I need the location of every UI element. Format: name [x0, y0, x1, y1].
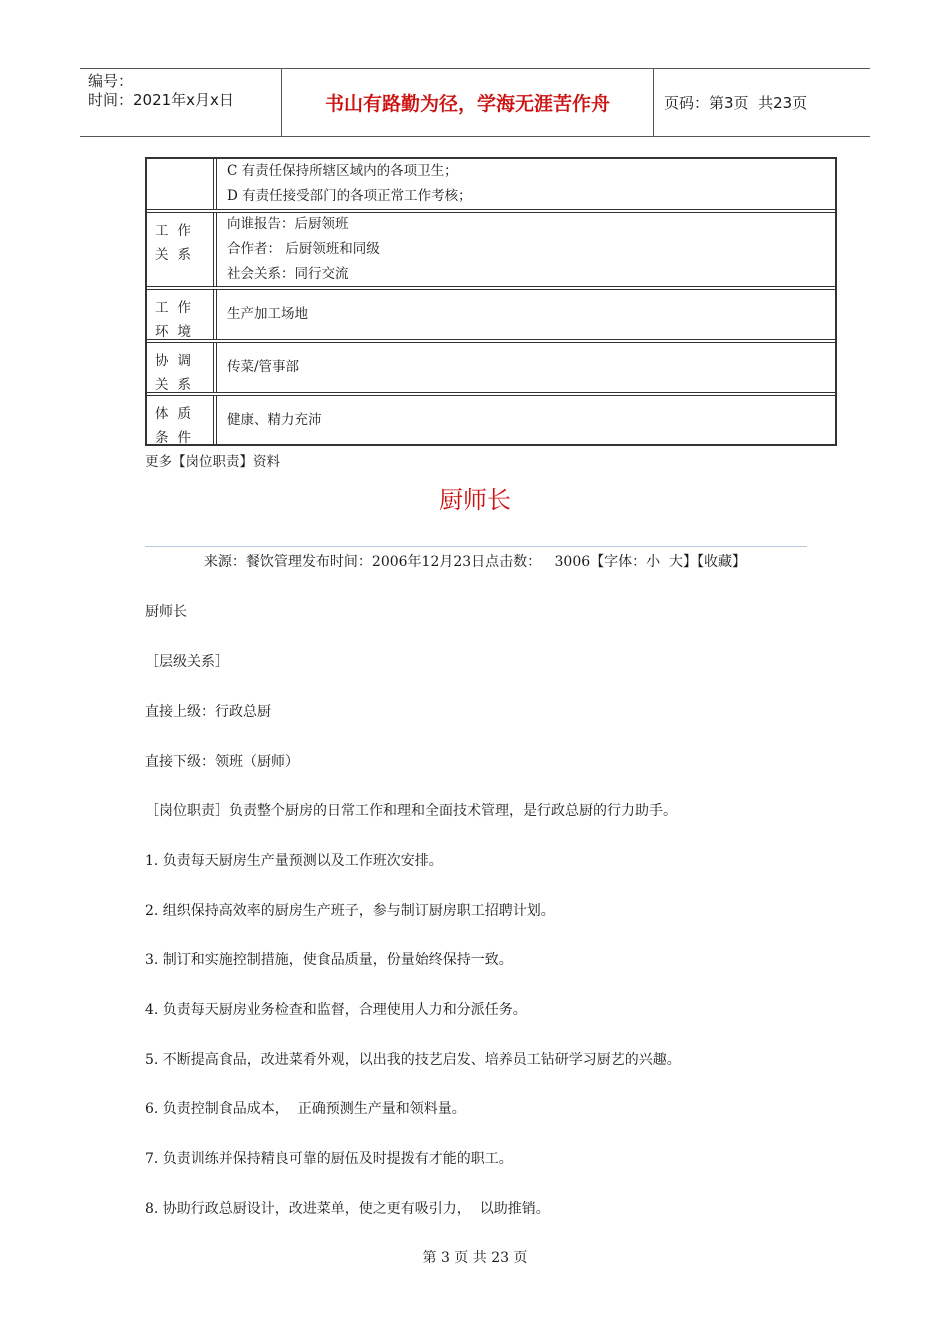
row-line: 向谁报告：后厨领班 [227, 216, 349, 232]
header-meta [80, 69, 281, 136]
header-motto: 书山有路勤为径，学海无涯苦作舟 [281, 69, 654, 136]
row-line: 合作者： 后厨领班和同级 [227, 241, 380, 257]
table-row [147, 289, 835, 339]
row-value [217, 290, 835, 339]
article-meta: 来源：餐饮管理发布时间：2006年12月23日点击数： 3006【字体：小 大】【收藏】 [203, 554, 747, 570]
paragraph: ［层级关系］ [145, 654, 229, 670]
page-header [80, 68, 870, 137]
time-label: 时间：2021年x月x日 [88, 91, 234, 109]
table-row [147, 395, 835, 444]
row-value [217, 396, 835, 444]
header-page-info [654, 69, 870, 136]
page-info-text: 页码：第3页 共23页 [664, 94, 808, 112]
row-line: 传菜/管事部 [227, 359, 300, 375]
paragraph: 8. 协助行政总厨设计，改进菜单，使之更有吸引力， 以助推销。 [145, 1201, 550, 1217]
row-line: 生产加工场地 [227, 306, 308, 322]
number-label: 编号： [88, 72, 134, 90]
row-line: 健康、精力充沛 [227, 411, 322, 428]
row-value [217, 159, 835, 209]
paragraph: 直接上级：行政总厨 [145, 704, 271, 720]
paragraph: 厨师长 [145, 604, 187, 620]
table-row [147, 159, 835, 209]
paragraph: 6. 负责控制食品成本， 正确预测生产量和领料量。 [145, 1101, 466, 1117]
row-label: 工作环境 [147, 290, 217, 339]
page-footer: 第 3 页 共 23 页 [422, 1250, 528, 1266]
row-line: 社会关系：同行交流 [227, 266, 349, 282]
paragraph: 5. 不断提高食品，改进菜肴外观，以出我的技艺启发、培养员工钻研学习厨艺的兴趣。 [145, 1052, 681, 1068]
paragraph: 2. 组织保持高效率的厨房生产班子，参与制订厨房职工招聘计划。 [145, 903, 555, 919]
row-value [217, 213, 835, 286]
paragraph: 1. 负责每天厨房生产量预测以及工作班次安排。 [145, 853, 443, 869]
row-value [217, 343, 835, 392]
row-label: 工作关系 [147, 213, 217, 286]
title-divider [145, 546, 807, 547]
row-label: 体质条件 [147, 396, 217, 444]
paragraph: 7. 负责训练并保持精良可靠的厨伍及时提拨有才能的职工。 [145, 1151, 513, 1167]
paragraph: ［岗位职责］负责整个厨房的日常工作和理和全面技术管理，是行政总厨的行力助手。 [145, 803, 677, 819]
row-label: 协调关系 [147, 343, 217, 392]
row-line: D 有责任接受部门的各项正常工作考核； [227, 188, 472, 204]
paragraph: 直接下级：领班（厨师） [145, 754, 299, 770]
paragraph: 4. 负责每天厨房业务检查和监督，合理使用人力和分派任务。 [145, 1002, 527, 1018]
job-table [145, 157, 837, 446]
row-line: C 有责任保持所辖区域内的各项卫生； [227, 163, 458, 179]
article-title: 厨师长 [439, 486, 511, 514]
table-row [147, 212, 835, 286]
paragraph: 3. 制订和实施控制措施，使食品质量，份量始终保持一致。 [145, 952, 513, 968]
row-label [147, 159, 217, 209]
table-row [147, 342, 835, 392]
more-link[interactable]: 更多【岗位职责】资料 [145, 454, 280, 470]
